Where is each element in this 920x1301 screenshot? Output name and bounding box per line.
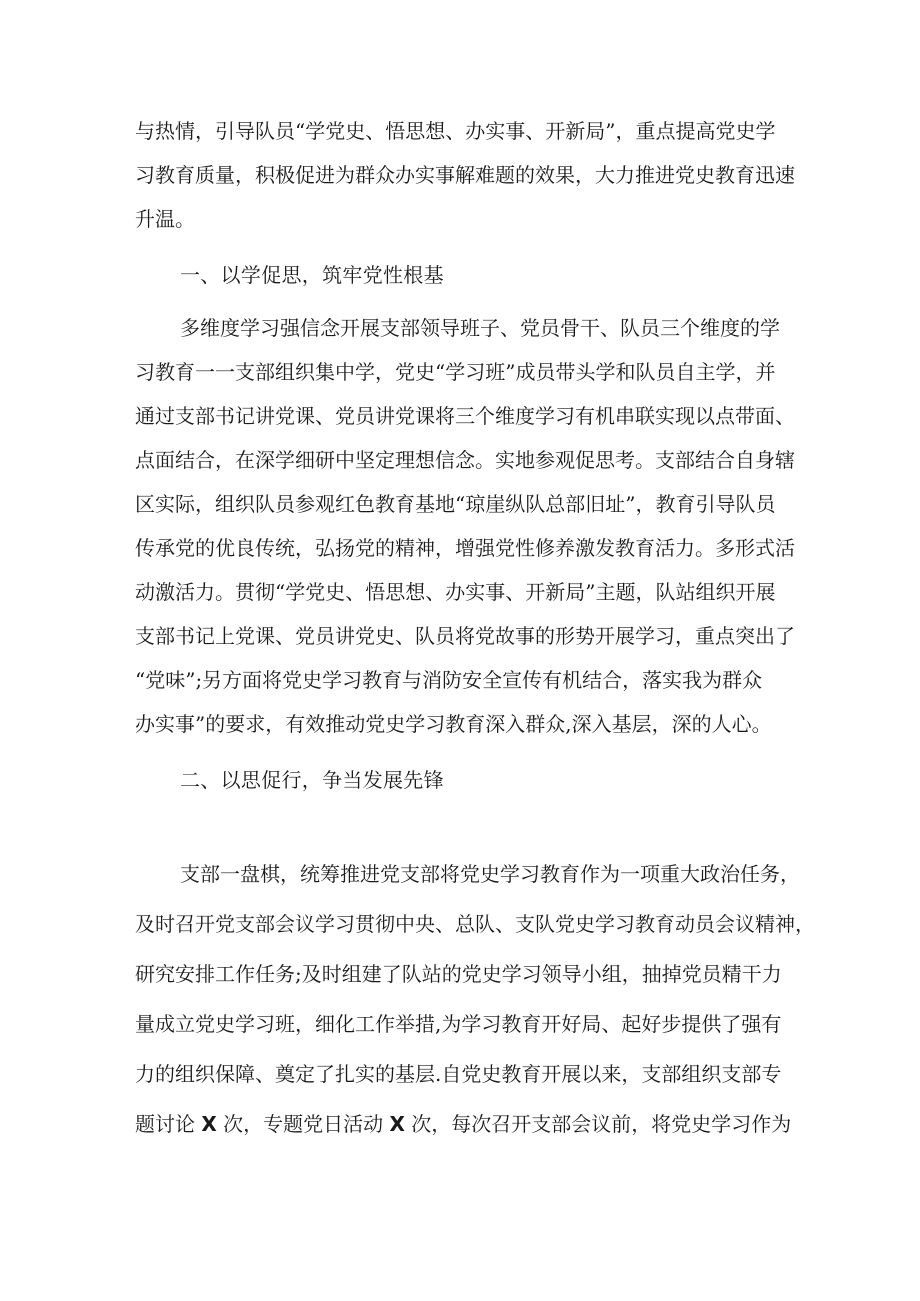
count-placeholder: X — [201, 1112, 217, 1136]
paragraph-line: 区实际，组织队员参观红色教育基地“琼崖纵队总部旧址”，教育引导队员 — [135, 492, 776, 516]
paragraph-line-segment: 题讨论 X 次，专题党日活动 X 次，每次召开支部会议前，将党史学习作为 — [135, 1112, 792, 1136]
paragraph-line: 支部一盘棋，统筹推进党支部将党史学习教育作为一项重大政治任务， — [180, 862, 800, 886]
paragraph-line: 点面结合，在深学细研中坚定理想信念。实地参观促思考。支部结合自身辖 — [135, 448, 795, 472]
section-heading-1: 一、以学促思，筑牢党性根基 — [180, 263, 444, 287]
paragraph-line: 与热情，引导队员“学党史、悟思想、办实事、开新局”，重点提高党史学 — [135, 119, 776, 143]
section-heading-2: 二、以思促行，争当发展先锋 — [180, 768, 444, 792]
paragraph-line: 量成立党史学习班，细化工作举措,为学习教育开好局、起好步提供了强有 — [135, 1012, 782, 1036]
count-placeholder: X — [389, 1112, 405, 1136]
paragraph-line: 动激活力。贯彻“学党史、悟思想、办实事、开新局”主题，队站组织开展 — [135, 580, 776, 604]
paragraph-line: 习教育一一支部组织集中学，党史“学习班”成员带头学和队员自主学，并 — [135, 360, 776, 384]
paragraph-line: 习教育质量，积极促进为群众办实事解难题的效果，大力推进党史教育迅速 — [135, 163, 795, 187]
paragraph-line: 支部书记上党课、党员讲党史、队员将党故事的形势开展学习，重点突出了 — [135, 624, 795, 648]
paragraph-line — [0, 1106, 920, 1142]
paragraph-line: 力的组织保障、奠定了扎实的基层.自党史教育开展以来，支部组织支部专 — [135, 1062, 782, 1086]
paragraph-line: 办实事”的要求，有效推动党史学习教育深入群众,深入基层，深的人心。 — [135, 712, 772, 736]
paragraph-line: 及时召开党支部会议学习贯彻中央、总队、支队党史学习教育动员会议精神， — [135, 912, 815, 936]
paragraph-line: 多维度学习强信念开展支部领导班子、党员骨干、队员三个维度的学 — [180, 316, 780, 340]
paragraph-line: 研究安排工作任务;及时组建了队站的党史学习领导小组，抽掉党员精干力 — [135, 962, 782, 986]
paragraph-line: 通过支部书记讲党课、党员讲党课将三个维度学习有机串联实现以点带面、 — [135, 404, 795, 428]
paragraph-line: 传承党的优良传统，弘扬党的精神，增强党性修养激发教育活力。多形式活 — [135, 536, 795, 560]
paragraph-line: 升温。 — [135, 207, 195, 231]
paragraph-line: “党味”;另方面将党史学习教育与消防安全宣传有机结合，落实我为群众 — [135, 668, 763, 692]
